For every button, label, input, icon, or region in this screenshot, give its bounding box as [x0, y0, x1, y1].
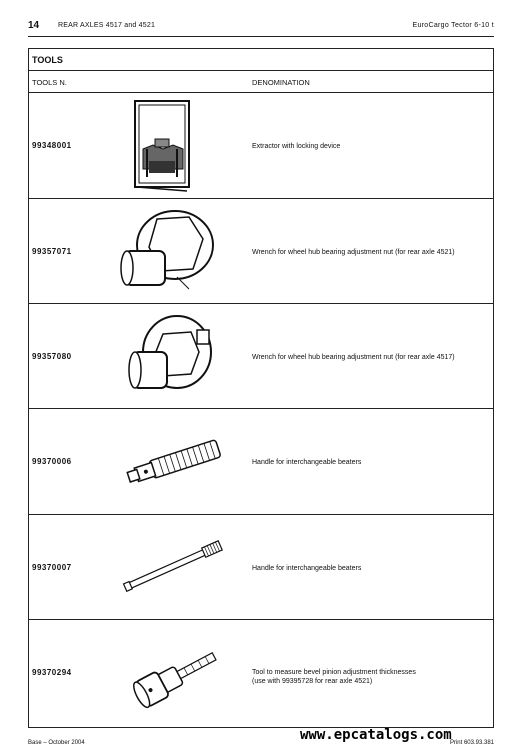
table-row [29, 199, 493, 304]
tool-number: 99370006 [32, 457, 72, 466]
handle-icon [121, 429, 231, 499]
hub-wrench-icon [121, 312, 221, 402]
tool-description: Tool to measure bevel pinion adjustment thicknesses (use with 99395728 for rear axle 4521) [252, 669, 416, 685]
table-row [29, 515, 493, 620]
long-handle-icon [119, 537, 229, 597]
pinion-gauge-icon [119, 640, 229, 722]
section-title: REAR AXLES 4517 and 4521 [58, 22, 156, 29]
footer-edition: Base – October 2004 [28, 740, 85, 746]
tools-table [28, 48, 494, 728]
tool-description: Extractor with locking device [252, 143, 341, 150]
col-tools-header: TOOLS N. [32, 78, 67, 87]
page-header [28, 22, 494, 34]
tool-number: 99348001 [32, 141, 72, 150]
watermark: www.epcatalogs.com [300, 727, 452, 743]
tool-number: 99370007 [32, 563, 72, 572]
tool-number: 99357080 [32, 352, 72, 361]
header-rule [28, 36, 494, 37]
page-number: 14 [28, 20, 40, 31]
table-row [29, 304, 493, 409]
table-header [29, 71, 493, 93]
tool-description: Wrench for wheel hub bearing adjustment nut (for rear axle 4517) [252, 354, 455, 361]
col-denomination-header: DENOMINATION [252, 78, 310, 87]
manual-title: EuroCargo Tector 6-10 t [412, 22, 494, 29]
extractor-case-icon [129, 99, 197, 193]
table-title: TOOLS [29, 49, 493, 71]
tool-description: Handle for interchangeable beaters [252, 459, 362, 466]
tool-description: Handle for interchangeable beaters [252, 565, 362, 572]
hub-wrench-icon [117, 207, 217, 297]
table-row [29, 409, 493, 515]
footer-print: Print 603.93.381 [449, 740, 494, 746]
tool-number: 99370294 [32, 668, 72, 677]
tool-description: Wrench for wheel hub bearing adjustment nut (for rear axle 4521) [252, 249, 455, 256]
table-row [29, 620, 493, 726]
tool-number: 99357071 [32, 247, 72, 256]
table-row [29, 93, 493, 199]
